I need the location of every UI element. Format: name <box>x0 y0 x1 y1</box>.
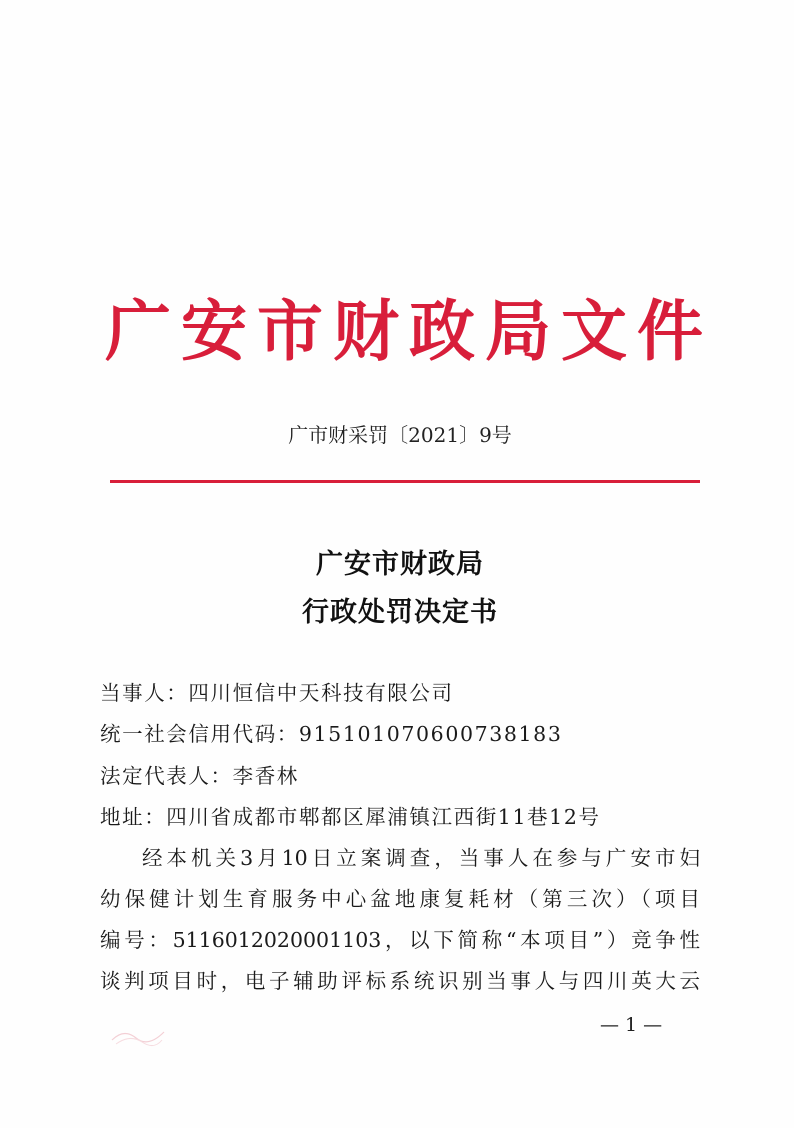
party-name: 当事人：四川恒信中天科技有限公司 <box>100 681 454 705</box>
party-credit-code: 统一社会信用代码：915101070600738183 <box>100 722 563 746</box>
body-paragraph-line: 谈判项目时，电子辅助评标系统识别当事人与四川英大云 <box>100 969 700 993</box>
body-paragraph-line: 幼保健计划生育服务中心盆地康复耗材（第三次）（项目 <box>100 887 700 911</box>
party-legal-representative: 法定代表人：李香林 <box>100 764 299 788</box>
faint-seal-trace <box>108 1020 168 1048</box>
party-address: 地址：四川省成都市郫都区犀浦镇江西街11巷12号 <box>100 805 601 829</box>
page-number: — 1 — <box>600 1014 663 1036</box>
body-paragraph-line: 经本机关3月10日立案调查，当事人在参与广安市妇 <box>142 846 700 870</box>
document-title-type: 行政处罚决定书 <box>302 597 498 628</box>
body-paragraph-line: 编号：5116012020001103，以下简称“本项目”）竞争性 <box>100 928 700 952</box>
red-separator-line <box>110 480 700 483</box>
organ-header-title: 广安市财政局文件 <box>105 292 713 370</box>
document-title-issuer: 广安市财政局 <box>316 549 484 580</box>
document-number: 广市财采罚〔2021〕9号 <box>288 423 512 447</box>
